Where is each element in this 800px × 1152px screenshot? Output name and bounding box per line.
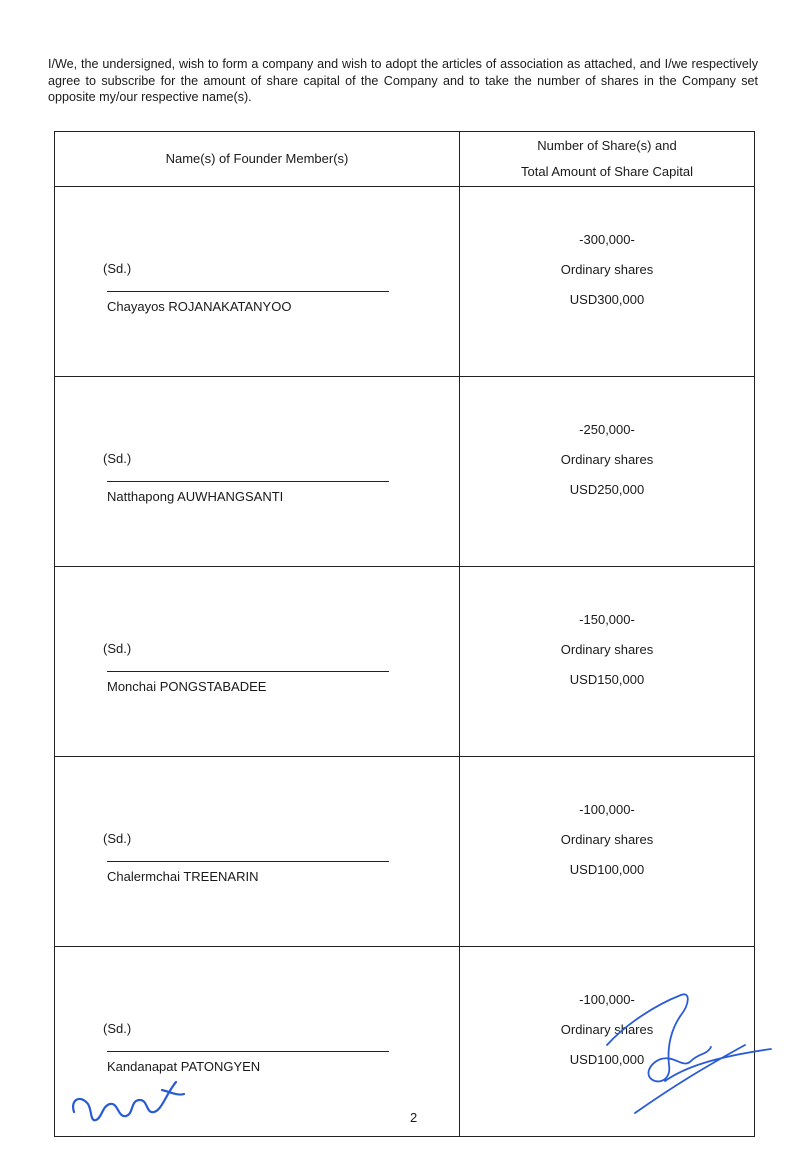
founder-name: Chalermchai TREENARIN: [107, 869, 259, 884]
share-count: -100,000-: [579, 992, 635, 1007]
signature-stroke: [607, 994, 771, 1113]
signature-line: [107, 671, 389, 672]
share-type: Ordinary shares: [560, 832, 654, 847]
table-row: [55, 377, 755, 567]
signature-line: [107, 1051, 389, 1052]
founder-name: Kandanapat PATONGYEN: [107, 1059, 261, 1074]
handwritten-signature: [595, 985, 785, 1120]
share-amount: USD250,000: [569, 482, 645, 497]
share-amount: USD100,000: [569, 1052, 645, 1067]
signed-marker: (Sd.): [103, 261, 132, 276]
signature-line: [107, 291, 389, 292]
founder-name: Chayayos ROJANAKATANYOO: [107, 299, 292, 314]
share-capital-cell: [460, 567, 755, 757]
share-count: -300,000-: [579, 232, 635, 247]
share-amount: USD100,000: [569, 862, 645, 877]
header-share-capital-line1: Number of Share(s) and: [537, 138, 677, 153]
header-founder-name: Name(s) of Founder Member(s): [55, 132, 460, 187]
share-capital-cell: [460, 757, 755, 947]
table-header-row: [55, 132, 755, 187]
share-type: Ordinary shares: [560, 262, 654, 277]
signature-line: [107, 481, 389, 482]
share-amount: USD150,000: [569, 672, 645, 687]
founder-name: Natthapong AUWHANGSANTI: [107, 489, 284, 504]
share-count: -250,000-: [579, 422, 635, 437]
header-share-capital-line2: Total Amount of Share Capital: [521, 164, 693, 179]
founder-name-cell: [55, 187, 460, 377]
header-share-capital: [460, 132, 755, 187]
share-type: Ordinary shares: [560, 452, 654, 467]
table-row: [55, 567, 755, 757]
signed-marker: (Sd.): [103, 451, 132, 466]
signed-marker: (Sd.): [103, 831, 132, 846]
signed-marker: (Sd.): [103, 1021, 132, 1036]
page-number: 2: [410, 1110, 418, 1125]
founder-name-cell: [55, 757, 460, 947]
share-count: -150,000-: [579, 612, 635, 627]
table-row: [55, 757, 755, 947]
founder-name-cell: [55, 567, 460, 757]
share-type: Ordinary shares: [560, 1022, 654, 1037]
initials-stroke: [73, 1082, 184, 1120]
share-capital-cell: [460, 187, 755, 377]
share-amount: USD300,000: [569, 292, 645, 307]
signed-marker: (Sd.): [103, 641, 132, 656]
intro-paragraph: I/We, the undersigned, wish to form a company and wish to adopt the articles of association as attached, and I/we respectively agree to subscribe for the amount of share capital of the Company and to take the number of shares in the Company set opposite my/our respective name(s).: [48, 57, 758, 104]
founder-name: Monchai PONGSTABADEE: [107, 679, 267, 694]
founder-name-cell: [55, 377, 460, 567]
share-count: -100,000-: [579, 802, 635, 817]
table-row: [55, 187, 755, 377]
handwritten-initials: [66, 1070, 196, 1140]
share-type: Ordinary shares: [560, 642, 654, 657]
signature-line: [107, 861, 389, 862]
share-capital-cell: [460, 377, 755, 567]
